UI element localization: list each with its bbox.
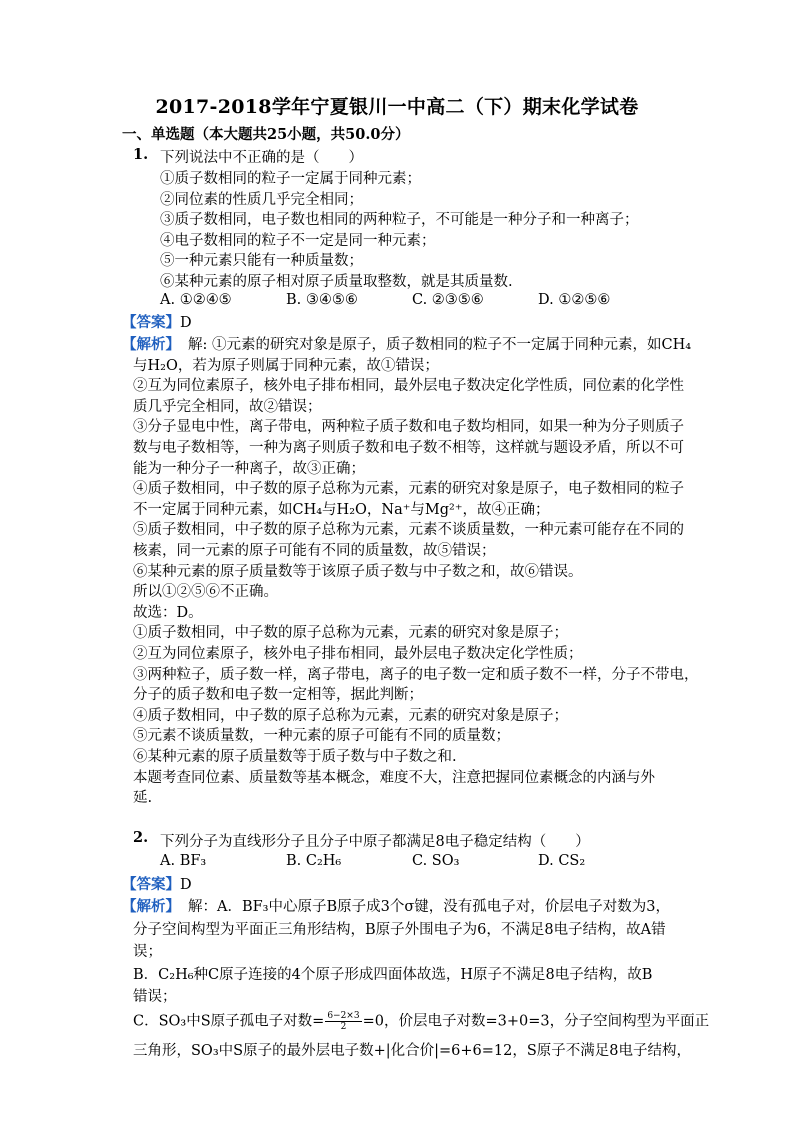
answer-value: D <box>180 877 192 893</box>
analysis-line: ⑥某种元素的原子质量数等于质子数与中子数之和. <box>133 749 457 765</box>
q1-option-c: C. ②③⑤⑥ <box>412 292 484 308</box>
answer-tag: 【答案】 <box>122 314 180 331</box>
question-2-number: 2. <box>133 829 149 846</box>
analysis-line: ⑤元素不谈质量数，一种元素的原子可能有不同的质量数； <box>133 728 510 745</box>
q1-answer <box>122 313 192 333</box>
q2-analysis-last-line: 三角形，SO₃中S原子的最外层电子数+|化合价|=6+6=12，S原子不满足8电子结构， <box>133 1043 691 1059</box>
q2-option-c: C. SO₃ <box>412 853 460 869</box>
analysis-line: ②互为同位素原子，核外电子排布相同，最外层电子数决定化学性质，同位素的化学性 <box>133 378 684 395</box>
fraction-numerator: 6−2×3 <box>327 1011 360 1021</box>
question-1-item: ⑤一种元素只能有一种质量数； <box>160 253 363 269</box>
question-1-stem: 下列说法中不正确的是（ ） <box>160 150 363 166</box>
analysis-line: 本题考查同位素、质量数等基本概念，难度不大，注意把握同位素概念的内涵与外 <box>133 769 655 786</box>
analysis-line: 解：A．BF₃中心原子B原子成3个σ键，没有孤电子对，价层电子对数为3， <box>188 899 671 915</box>
analysis-line: ⑥某种元素的原子质量数等于该原子质子数与中子数之和，故⑥错误。 <box>133 563 583 580</box>
q2-option-b: B. C₂H₆ <box>286 853 342 869</box>
analysis-line: 质几乎完全相同，故②错误； <box>133 398 322 415</box>
q2-analysis-c-line <box>133 1011 709 1032</box>
analysis-line: ③两种粒子，质子数一样，离子带电，离子的电子数一定和质子数不一样，分子不带电， <box>133 666 699 683</box>
analysis-line: ④质子数相同，中子数的原子总称为元素，元素的研究对象是原子，电子数相同的粒子 <box>133 481 684 498</box>
answer-value: D <box>180 315 192 331</box>
analysis-line: 分子空间构型为平面正三角形结构，B原子外围电子为6，不满足8电子结构，故A错 <box>133 921 666 938</box>
analysis-line: 误； <box>133 944 162 960</box>
analysis-line: 故选：D。 <box>133 604 203 621</box>
analysis-tag: 【解析】 <box>122 898 180 915</box>
analysis-line: 能为一种分子一种离子，故③正确； <box>133 460 365 477</box>
c-line-pre: C．SO₃中S原子孤电子对数= <box>133 1013 325 1030</box>
analysis-line: 与H₂O，若为原子则属于同种元素，故①错误； <box>133 357 439 374</box>
question-1-item: ③质子数相同，电子数也相同的两种粒子，不可能是一种分子和一种离子； <box>160 212 639 228</box>
question-1-item: ②同位素的性质几乎完全相同； <box>160 191 363 208</box>
q2-option-a: A. BF₃ <box>160 853 207 869</box>
analysis-line: 不一定属于同种元素，如CH₄与H₂O，Na⁺与Mg²⁺，故④正确； <box>133 501 550 518</box>
analysis-line: B．C₂H₆种C原子连接的4个原子形成四面体故选，H原子不满足8电子结构，故B <box>133 966 653 983</box>
analysis-line: 延. <box>133 790 153 807</box>
analysis-line: ③分子显电中性，离子带电，两种粒子质子数和电子数均相同，如果一种为分子则质子 <box>133 419 684 436</box>
question-1-item: ④电子数相同的粒子不一定是同一种元素； <box>160 232 436 249</box>
section-heading: 一、单选题（本大题共25小题，共50.0分） <box>122 126 410 143</box>
analysis-tag: 【解析】 <box>122 336 180 353</box>
answer-tag: 【答案】 <box>122 876 180 893</box>
q1-option-d: D. ①②⑤⑥ <box>538 292 611 308</box>
analysis-line: 数与电子数相等，一种为离子则质子数和电子数不相等，这样就与题设矛盾，所以不可 <box>133 440 684 456</box>
analysis-line: ⑤质子数相同，中子数的原子总称为元素，元素不谈质量数，一种元素可能存在不同的 <box>133 522 684 539</box>
question-1-item: ⑥某种元素的原子相对原子质量取整数，就是其质量数. <box>160 273 513 290</box>
q1-option-b: B. ③④⑤⑥ <box>286 292 358 308</box>
fraction <box>325 1011 361 1032</box>
analysis-line: 分子的质子数和电子数一定相等，据此判断； <box>133 687 423 704</box>
question-2-stem: 下列分子为直线形分子且分子中原子都满足8电子稳定结构（ ） <box>160 834 590 850</box>
analysis-line: ②互为同位素原子，核外电子排布相同，最外层电子数决定化学性质； <box>133 646 583 662</box>
question-1-item: ①质子数相同的粒子一定属于同种元素； <box>160 171 421 187</box>
q2-answer <box>122 875 192 895</box>
q1-option-a: A. ①②④⑤ <box>160 292 232 308</box>
question-1-number: 1. <box>133 146 149 163</box>
analysis-line: 所以①②⑤⑥不正确。 <box>133 584 278 601</box>
fraction-denominator: 2 <box>340 1022 347 1032</box>
analysis-line: ①质子数相同，中子数的原子总称为元素，元素的研究对象是原子； <box>133 625 568 642</box>
q2-option-d: D. CS₂ <box>538 853 586 869</box>
c-line-post: =0，价层电子对数=3+0=3，分子空间构型为平面正 <box>362 1013 710 1030</box>
analysis-line: 错误； <box>133 989 177 1005</box>
analysis-line: 核素，同一元素的原子可能有不同的质量数，故⑤错误； <box>133 543 496 559</box>
analysis-line: 解: ①元素的研究对象是原子，质子数相同的粒子不一定属于同种元素，如CH₄ <box>188 337 692 353</box>
page-title: 2017-2018学年宁夏银川一中高二（下）期末化学试卷 <box>155 96 639 118</box>
analysis-line: ④质子数相同，中子数的原子总称为元素，元素的研究对象是原子； <box>133 707 568 724</box>
